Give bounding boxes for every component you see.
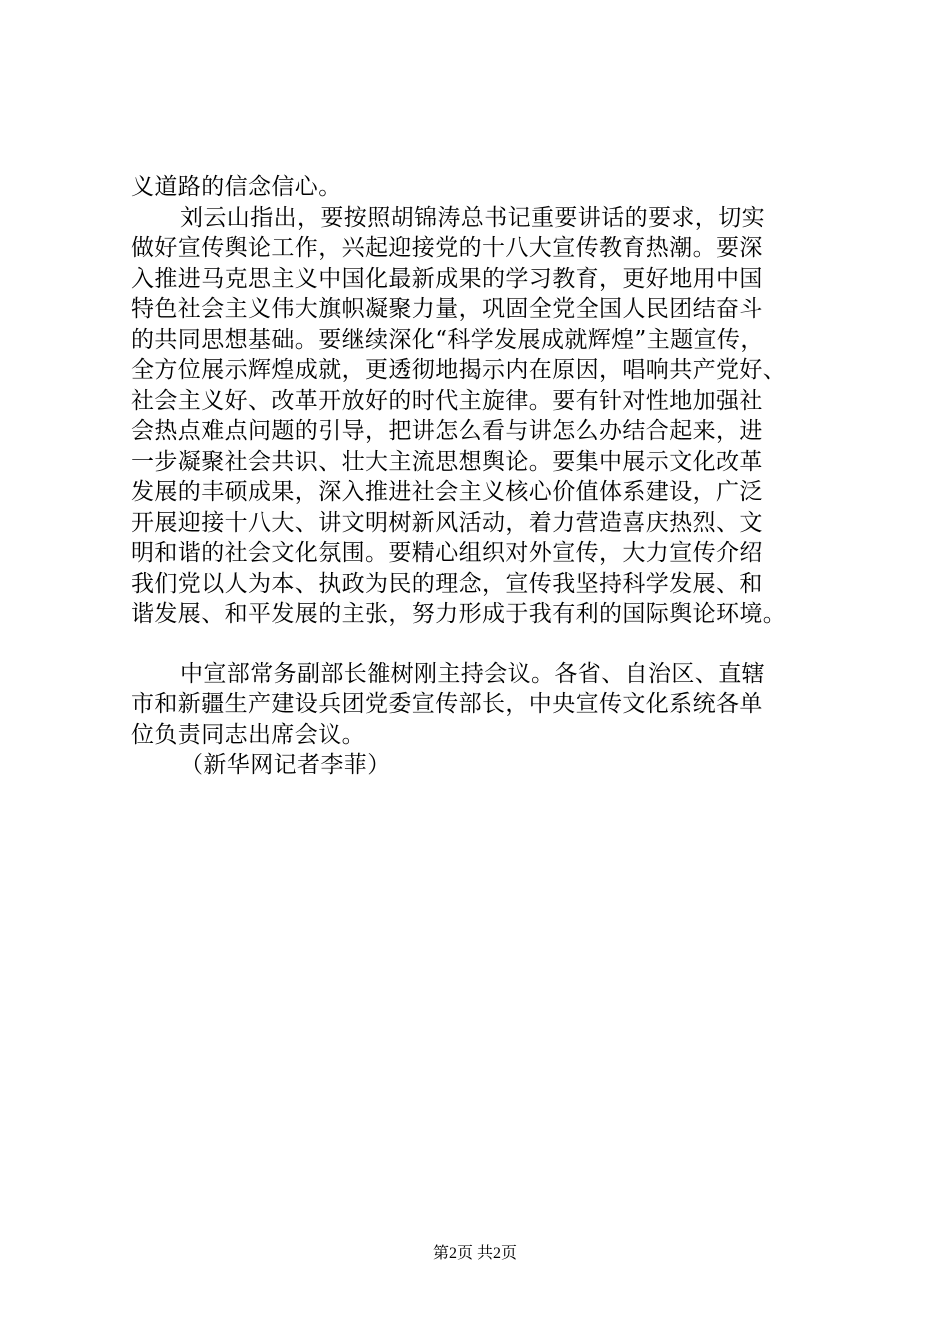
paragraph-gap bbox=[131, 630, 851, 659]
paragraph-2-line-14: 谐发展、和平发展的主张，努力形成于我有利的国际舆论环境。 bbox=[131, 601, 787, 627]
paragraph-2-line-9: 一步凝聚社会共识、壮大主流思想舆论。要集中展示文化改革 bbox=[131, 448, 763, 475]
paragraph-2-line-2: 做好宣传舆论工作，兴起迎接党的十八大宣传教育热潮。要深 bbox=[131, 235, 763, 261]
paragraph-2-line-6: 全方位展示辉煌成就，更透彻地揭示内在原因，唱响共产党好、 bbox=[131, 357, 787, 383]
paragraph-1-line-1: 义道路的信念信心。 bbox=[131, 174, 342, 200]
article-body bbox=[131, 172, 851, 781]
paragraph-2-line-4: 特色社会主义伟大旗帜凝聚力量，巩固全党全国人民团结奋斗 bbox=[131, 296, 763, 322]
paragraph-2-line-7: 社会主义好、改革开放好的时代主旋律。要有针对性地加强社 bbox=[131, 387, 763, 414]
paragraph-2-line-3: 入推进马克思主义中国化最新成果的学习教育，更好地用中国 bbox=[131, 265, 763, 292]
byline: （新华网记者李菲） bbox=[180, 752, 391, 778]
paragraph-2-line-11: 开展迎接十八大、讲文明树新风活动，着力营造喜庆热烈、文 bbox=[131, 509, 763, 536]
paragraph-2-line-10: 发展的丰硕成果，深入推进社会主义核心价值体系建设，广泛 bbox=[131, 479, 763, 505]
paragraph-2-line-1: 刘云山指出，要按照胡锦涛总书记重要讲话的要求，切实 bbox=[180, 204, 765, 231]
page-footer: 第2页 共2页 bbox=[432, 1245, 517, 1262]
paragraph-2-line-8: 会热点难点问题的引导，把讲怎么看与讲怎么办结合起来，进 bbox=[131, 418, 763, 444]
paragraph-3-line-1: 中宣部常务副部长雒树刚主持会议。各省、自治区、直辖 bbox=[180, 660, 765, 687]
paragraph-2-line-13: 我们党以人为本、执政为民的理念，宣传我坚持科学发展、和 bbox=[131, 570, 763, 597]
paragraph-2-line-12: 明和谐的社会文化氛围。要精心组织对外宣传，大力宣传介绍 bbox=[131, 540, 763, 566]
paragraph-3-line-3: 位负责同志出席会议。 bbox=[131, 721, 365, 748]
paragraph-3-line-2: 市和新疆生产建设兵团党委宣传部长，中央宣传文化系统各单 bbox=[131, 691, 763, 717]
paragraph-2-line-5: 的共同思想基础。要继续深化“科学发展成就辉煌”主题宣传， bbox=[131, 326, 764, 353]
